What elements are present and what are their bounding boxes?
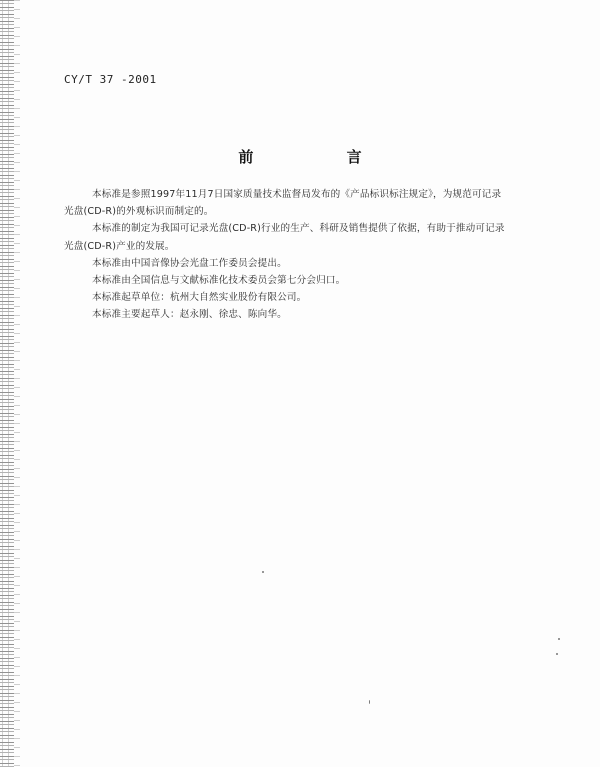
scan-binding-shadow	[14, 0, 20, 767]
scan-speck	[556, 653, 558, 655]
scan-speck	[262, 571, 264, 573]
paragraph-administrator	[92, 272, 547, 289]
paragraph-basis	[64, 186, 547, 220]
paragraph-line: 本标准由中国音像协会光盘工作委员会提出。	[92, 257, 287, 269]
paragraph-line: 本标准由全国信息与文献标准化技术委员会第七分会归口。	[92, 275, 346, 287]
scan-speck	[369, 700, 370, 704]
paragraph-drafting-unit	[92, 289, 547, 306]
paragraph-line: 本标准主要起草人：赵永刚、徐忠、陈向华。	[92, 309, 287, 321]
document-code: CY/T 37 -2001	[64, 73, 157, 86]
paragraph-line: 本标准的制定为我国可记录光盘(CD-R)行业的生产、科研及销售提供了依据，有助于推动可记录	[92, 223, 505, 235]
paragraph-line: 本标准是参照1997年11月7日国家质量技术监督局发布的《产品标识标注规定》，为规范可记录	[92, 189, 502, 200]
paragraph-line: 本标准起草单位：杭州大自然实业股份有限公司。	[92, 292, 307, 304]
foreword-title: 前 言	[238, 148, 406, 166]
foreword-body	[64, 186, 547, 324]
paragraph-drafters	[92, 306, 547, 323]
paragraph-proposer	[92, 255, 547, 272]
paragraph-line: 光盘(CD-R)产业的发展。	[64, 240, 175, 252]
scan-binding-edge	[0, 0, 14, 767]
scan-speck	[558, 638, 560, 640]
paragraph-line: 光盘(CD-R)的外观标识而制定的。	[64, 206, 214, 218]
paragraph-purpose	[64, 220, 547, 254]
